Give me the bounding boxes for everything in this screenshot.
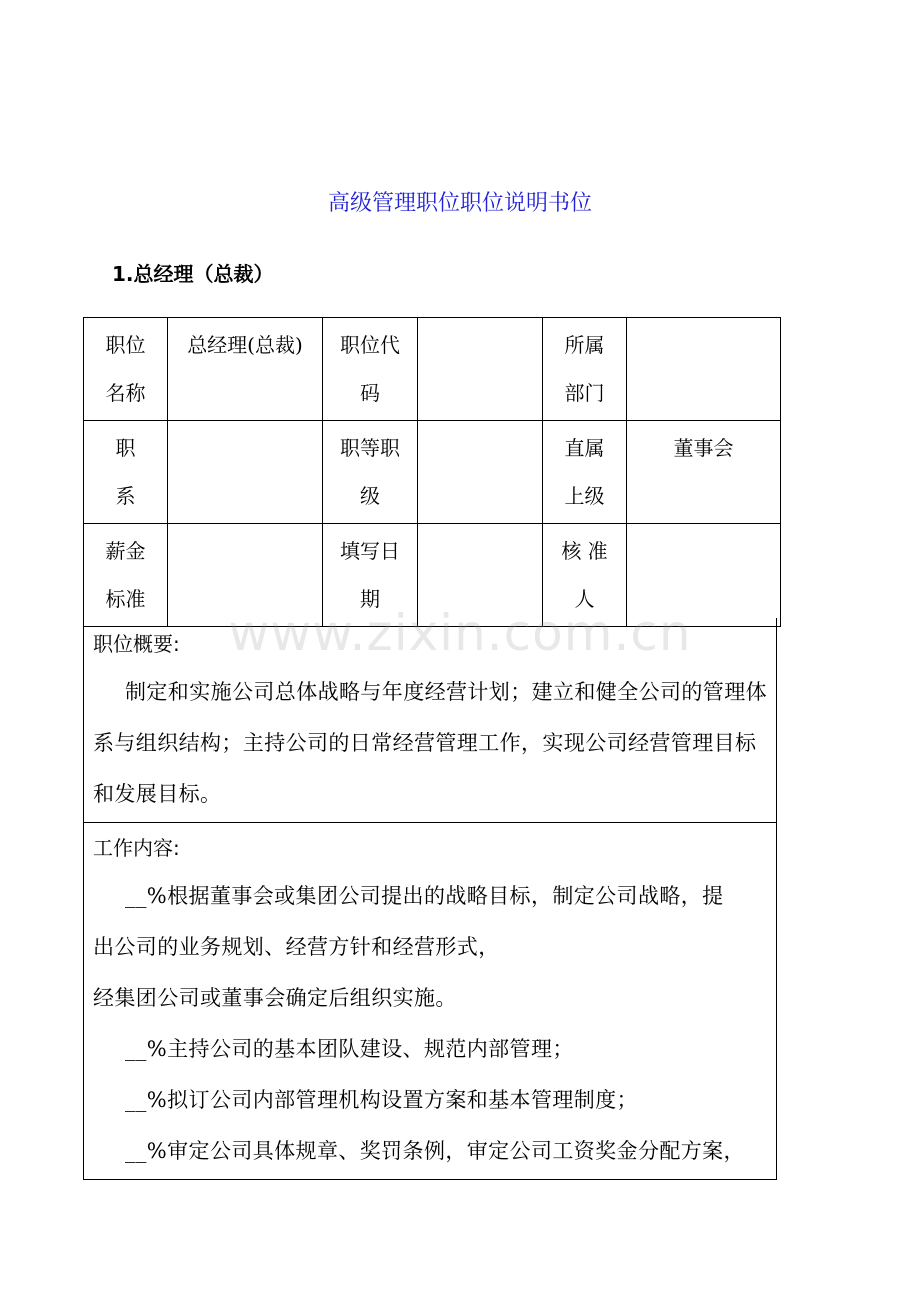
duty-item-3: __%拟订公司内部管理机构设置方案和基本管理制度； [125, 1088, 638, 1112]
label-position-name: 职位 名称 [84, 318, 168, 421]
value-direct-superior: 董事会 [627, 421, 781, 524]
label-approver: 核 准 人 [543, 524, 627, 627]
document-title: 高级管理职位职位说明书位 [327, 191, 592, 216]
value-job-family [168, 421, 323, 524]
duty-item-1-line-2: 出公司的业务规划、经营方针和经营形式， [93, 935, 500, 959]
label-salary-standard: 薪金 标准 [84, 524, 168, 627]
summary-heading: 职位概要: [93, 632, 180, 656]
value-fill-date [418, 524, 543, 627]
value-department [627, 318, 781, 421]
label-position-code: 职位代 码 [323, 318, 418, 421]
duty-item-1-line-3: 经集团公司或董事会确定后组织实施。 [93, 986, 457, 1010]
duty-item-4: __%审定公司具体规章、奖罚条例，审定公司工资奖金分配方案， [125, 1139, 745, 1163]
value-salary-standard [168, 524, 323, 627]
label-fill-date: 填写日 期 [323, 524, 418, 627]
value-position-code [418, 318, 543, 421]
position-info-table [83, 317, 781, 627]
value-approver [627, 524, 781, 627]
table-row [84, 421, 781, 524]
watermark: www.zixin.com.cn [228, 604, 692, 662]
section-heading: 1.总经理（总裁） [112, 262, 274, 286]
duty-item-1-line-1: __%根据董事会或集团公司提出的战略目标，制定公司战略，提 [125, 884, 724, 908]
table-row [84, 524, 781, 627]
duty-item-2: __%主持公司的基本团队建设、规范内部管理； [125, 1037, 574, 1061]
value-position-name: 总经理(总裁) [168, 318, 323, 421]
value-job-grade [418, 421, 543, 524]
position-summary-section [83, 618, 777, 823]
table-row [84, 318, 781, 421]
label-job-grade: 职等职 级 [323, 421, 418, 524]
label-department: 所属 部门 [543, 318, 627, 421]
duties-heading: 工作内容: [93, 836, 180, 860]
summary-text: 制定和实施公司总体战略与年度经营计划；建立和健全公司的管理体系与组织结构；主持公司的日常经营管理工作，实现公司经营管理目标和发展目标。 [93, 680, 767, 806]
job-duties-section [83, 822, 777, 1180]
label-job-family: 职 系 [84, 421, 168, 524]
label-direct-superior: 直属 上级 [543, 421, 627, 524]
